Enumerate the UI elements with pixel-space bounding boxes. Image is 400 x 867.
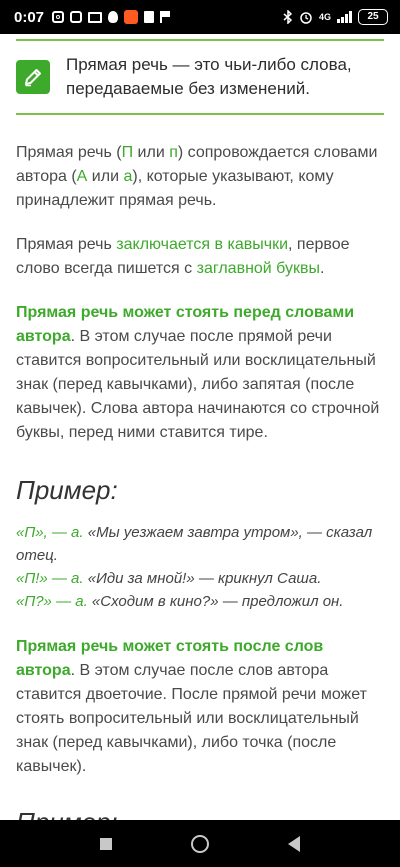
trash-icon	[144, 11, 154, 23]
article-content	[16, 34, 384, 839]
example-heading: Пример:	[16, 475, 118, 505]
highlight-p: п	[169, 144, 178, 161]
text-run: , первое слово всегда пишется с	[16, 236, 350, 277]
text-run: ) сопровождается словами автора (	[16, 144, 378, 185]
example-pattern: «П!» — а.	[16, 570, 84, 587]
rule-heading-after: Прямая речь может стоять после слов автора	[16, 638, 324, 679]
paragraph-quotes-rule	[16, 233, 384, 281]
status-time: 0:07	[14, 8, 45, 26]
status-bar	[0, 0, 400, 34]
paragraph-speech-after-author	[16, 635, 384, 779]
home-circle-icon[interactable]	[191, 835, 209, 853]
instagram-icon	[52, 11, 64, 23]
definition-text: Прямая речь — это чьи-либо слова, передаваемые без изменений.	[66, 55, 352, 98]
text-run: или	[133, 144, 170, 161]
network-type: 4G	[318, 11, 331, 22]
divider-bottom	[16, 113, 384, 115]
alarm-icon	[299, 10, 313, 24]
text-run: .	[320, 260, 325, 277]
highlight-capital: заглавной буквы	[196, 260, 320, 277]
text-run: или	[87, 168, 124, 185]
navigation-bar	[0, 820, 400, 867]
text-run: ), которые указывают, кому принадлежит прямая речь.	[16, 168, 334, 209]
bluetooth-icon	[283, 10, 293, 24]
highlight-quotes: заключается в кавычки	[116, 236, 289, 253]
example-pattern: «П?» — а.	[16, 593, 88, 610]
highlight-a: а	[123, 168, 133, 185]
bug-icon	[108, 11, 118, 23]
text-run: Прямая речь	[16, 236, 117, 253]
battery-icon: 25	[358, 9, 388, 25]
examples-list	[16, 521, 384, 613]
system-icons	[283, 9, 388, 25]
app-notification-icon	[70, 11, 82, 23]
example-pattern: «П», — а.	[16, 524, 84, 541]
back-triangle-icon[interactable]	[288, 836, 300, 852]
example-text: «Сходим в кино?» — предложил он.	[87, 593, 344, 610]
example-item	[16, 521, 384, 567]
rule-heading-before: Прямая речь может стоять перед словами автора	[16, 304, 355, 345]
highlight-P: П	[121, 144, 134, 161]
recents-square-icon[interactable]	[100, 838, 112, 850]
flag-icon	[160, 11, 170, 23]
text-run: . В этом случае после слов автора ставится двоеточие. После прямой речи может стоять вопросительный или восклицательный знак (перед кавычками), либо точка (после кавычек).	[16, 662, 367, 775]
definition-block	[16, 41, 384, 113]
paragraph-authors-words	[16, 141, 384, 213]
example-item	[16, 590, 384, 613]
example-item	[16, 567, 384, 590]
mail-icon	[88, 12, 102, 23]
example-text: «Мы уезжаем завтра утром», — сказал отец.	[16, 524, 373, 564]
highlight-A: А	[76, 168, 88, 185]
paragraph-speech-before-author	[16, 301, 384, 445]
example-text: «Иди за мной!» — крикнул Саша.	[83, 570, 322, 587]
notification-icons	[52, 10, 170, 24]
orange-app-icon	[124, 10, 138, 24]
text-run: Прямая речь (	[16, 144, 122, 161]
signal-bars-icon	[337, 11, 352, 23]
text-run: . В этом случае после прямой речи ставится вопросительный или восклицательный знак (перед кавычками), либо запятая (после кавычек). Слова автора начинаются со строчной буквы, перед ними ставится тире.	[16, 328, 380, 441]
pencil-icon	[16, 60, 50, 94]
